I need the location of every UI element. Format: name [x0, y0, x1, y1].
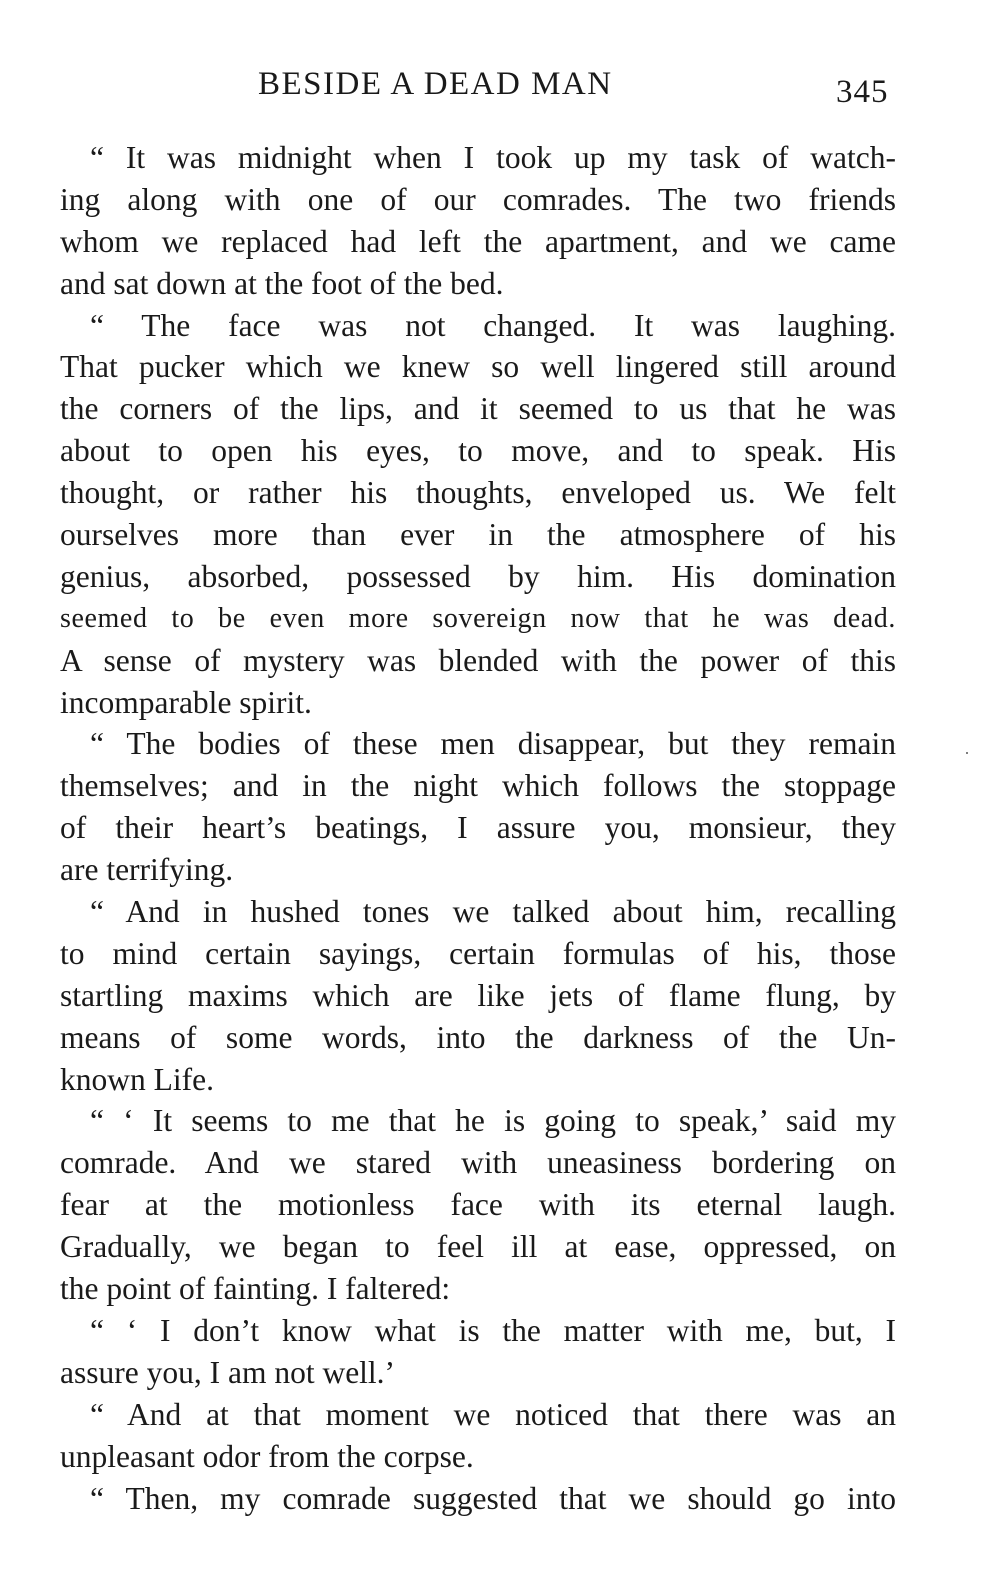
text-line: assure you, I am not well.’	[60, 1354, 396, 1390]
text-line: comrade. And we stared with uneasiness bordering on	[60, 1145, 896, 1181]
text-line: “ The face was not changed. It was laughing.	[90, 307, 896, 343]
text-line: thought, or rather his thoughts, enveloped us. We felt	[60, 475, 896, 511]
text-line: “ And in hushed tones we talked about him, recalling	[90, 894, 896, 930]
text-line: and sat down at the foot of the bed.	[60, 265, 504, 301]
text-line: That pucker which we knew so well lingered still around	[60, 349, 896, 385]
body-text	[60, 137, 896, 1519]
text-line: “ ‘ It seems to me that he is going to speak,’ said my	[90, 1103, 896, 1139]
text-line: themselves; and in the night which follows the stoppage	[60, 768, 896, 804]
text-line: the corners of the lips, and it seemed to us that he was	[60, 391, 896, 427]
text-line: fear at the motionless face with its eternal laugh.	[60, 1187, 896, 1223]
text-line: about to open his eyes, to move, and to speak. His	[60, 433, 896, 469]
paper-speck	[966, 752, 968, 754]
text-line: the point of fainting. I faltered:	[60, 1271, 451, 1307]
text-line: Gradually, we began to feel ill at ease, oppressed, on	[60, 1229, 896, 1265]
text-line: “ It was midnight when I took up my task of watch-	[90, 140, 896, 175]
text-line: “ ‘ I don’t know what is the matter with me, but, I	[90, 1312, 896, 1348]
text-line: known Life.	[60, 1061, 214, 1097]
text-line: “ Then, my comrade suggested that we should go into	[90, 1480, 896, 1516]
text-line: ourselves more than ever in the atmosphere of his	[60, 517, 896, 553]
text-line: means of some words, into the darkness of the Un-	[60, 1019, 896, 1055]
text-line: ing along with one of our comrades. The two friends	[60, 181, 896, 217]
text-line: “ And at that moment we noticed that there was an	[90, 1396, 896, 1432]
page-number: 345	[836, 74, 889, 110]
text-line: of their heart’s beatings, I assure you, monsieur, they	[60, 810, 896, 846]
text-line: genius, absorbed, possessed by him. His domination	[60, 558, 896, 594]
running-title: BESIDE A DEAD MAN	[258, 66, 613, 102]
text-line: startling maxims which are like jets of flame flung, by	[60, 977, 896, 1013]
text-line: A sense of mystery was blended with the power of this	[60, 642, 896, 678]
text-line: whom we replaced had left the apartment, and we came	[60, 223, 896, 259]
text-line: are terrifying.	[60, 852, 234, 888]
text-line: unpleasant odor from the corpse.	[60, 1438, 474, 1474]
text-line: incomparable spirit.	[60, 684, 312, 720]
text-line: “ The bodies of these men disappear, but they remain	[90, 726, 896, 762]
text-line: seemed to be even more sovereign now that he was dead.	[60, 602, 896, 634]
text-line: to mind certain sayings, certain formulas of his, those	[60, 935, 896, 971]
